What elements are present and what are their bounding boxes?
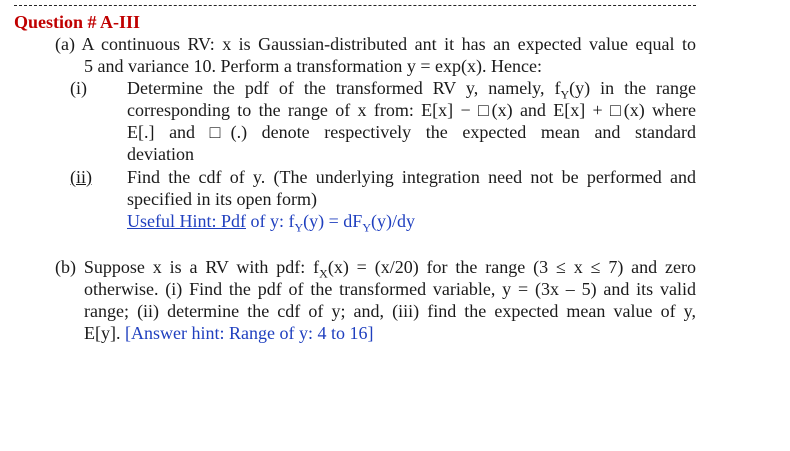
part-b-line-3: range; (ii) determine the cdf of y; and, (iii) find the expected mean value of y, <box>84 301 696 321</box>
part-b-line-4 <box>84 322 373 344</box>
sub-i-line-4: deviation <box>127 144 194 164</box>
useful-hint-text-1: of y: f <box>246 211 295 231</box>
sub-i-label: (i) <box>70 78 87 98</box>
part-a-line-1: (a) A continuous RV: x is Gaussian-distributed ant it has an expected value equal to <box>55 34 696 54</box>
sub-i-text-pre: Determine the <box>127 78 245 98</box>
useful-hint-label: Useful Hint: Pdf <box>127 211 246 231</box>
question-title: Question # A-III <box>14 12 141 32</box>
sub-i-line-1 <box>127 77 697 102</box>
useful-hint-subscript-1: Y <box>294 220 304 235</box>
useful-hint-text-3: (y)/dy <box>371 211 415 231</box>
dashed-separator <box>14 5 696 6</box>
sub-ii-line-2: specified in its open form) <box>127 189 317 209</box>
useful-hint-subscript-2: Y <box>362 220 371 235</box>
sub-ii-text-post: of y. (The underlying integration need not be performed and <box>221 167 696 187</box>
part-b-line-1 <box>55 256 697 281</box>
useful-hint <box>127 210 415 235</box>
part-b-subscript-x: X <box>319 266 328 281</box>
sub-i-subscript-y: Y <box>560 87 570 102</box>
sub-ii-text-pre: Find the <box>127 167 199 187</box>
answer-hint: [Answer hint: Range of y: 4 to 16] <box>124 323 374 343</box>
part-b-text-post: (x) = (x/20) for the range (3 ≤ x ≤ 7) and zero <box>327 257 697 277</box>
part-b-text-ey: E[y]. <box>84 323 125 343</box>
part-b-text-pre: (b) Suppose x is a RV with pdf: f <box>55 257 320 277</box>
sub-i-line-3: E[.] and □(.) denote respectively the expected mean and standard <box>127 122 696 142</box>
useful-hint-text-2: (y) = dF <box>303 211 363 231</box>
sub-ii-label: (ii) <box>70 167 92 187</box>
sub-ii-line-1 <box>127 166 696 188</box>
part-b-line-2: otherwise. (i) Find the pdf of the transformed variable, y = (3x – 5) and its valid <box>84 279 696 299</box>
sub-i-text-post: (y) in the range <box>569 78 697 98</box>
cdf-term: cdf <box>198 167 222 187</box>
sub-i-line-2: corresponding to the range of x from: E[x] − □(x) and E[x] + □(x) where <box>127 100 696 120</box>
pdf-term: pdf <box>244 78 269 98</box>
sub-i-text-mid: of the transformed RV y, namely, f <box>268 78 561 98</box>
part-a-line-2: 5 and variance 10. Perform a transformation y = exp(x). Hence: <box>84 56 542 76</box>
